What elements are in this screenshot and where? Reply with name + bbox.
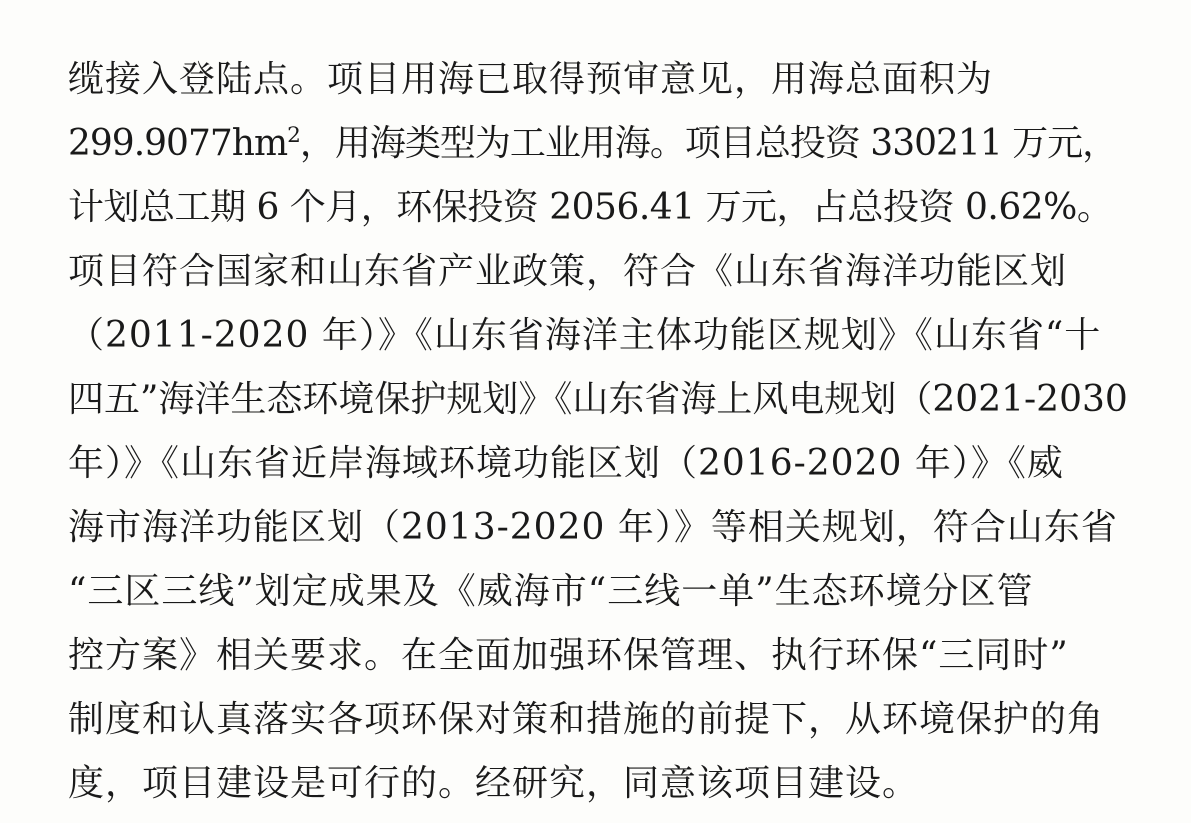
- text-line-11: 制度和认真落实各项环保对策和措施的前提下，从环境保护的角: [68, 699, 1105, 740]
- text-line-3: 计划总工期 6 个月，环保投资 2056.41 万元，占总投资 0.62%。: [68, 187, 1113, 228]
- text-line-6: 四五”海洋生态环境保护规划》《山东省海上风电规划（2021-2030: [68, 379, 1128, 420]
- text-line-9: “三区三线”划定成果及《威海市“三线一单”生态环境分区管: [68, 571, 1034, 612]
- text-line-2: [68, 112, 1128, 176]
- text-line-7: 年）》《山东省近岸海域环境功能区划（2016-2020 年）》《威: [68, 443, 1064, 484]
- superscript-2: 2: [287, 123, 300, 148]
- text-line-4: 项目符合国家和山东省产业政策，符合《山东省海洋功能区划: [68, 251, 1068, 292]
- body-paragraph: [68, 48, 1128, 816]
- text-line-8: 海市海洋功能区划（2013-2020 年）》等相关规划，符合山东省: [68, 507, 1118, 548]
- area-value: 299.9077hm: [68, 123, 288, 164]
- text-line-1: 缆接入登陆点。项目用海已取得预审意见，用海总面积为: [68, 59, 994, 100]
- text-line-12: 度，项目建设是可行的。经研究，同意该项目建设。: [68, 763, 920, 804]
- text-line-5: （2011-2020 年）》《山东省海洋主体功能区规划》《山东省“十: [68, 315, 1102, 356]
- text-line-2-rest: ，用海类型为工业用海。项目总投资 330211 万元，: [299, 123, 1118, 164]
- text-line-10: 控方案》相关要求。在全面加强环保管理、执行环保“三同时”: [68, 635, 1069, 676]
